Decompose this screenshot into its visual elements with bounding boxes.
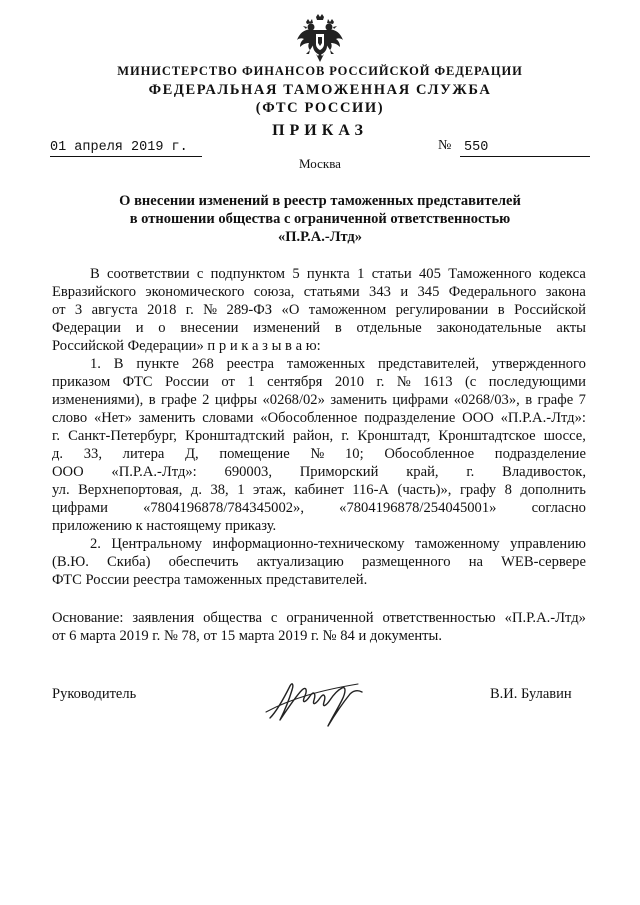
signer-name: В.И. Булавин — [490, 686, 572, 702]
ministry-name: МИНИСТЕРСТВО ФИНАНСОВ РОССИЙСКОЙ ФЕДЕРАЦИИ — [117, 64, 523, 78]
body-line: Евразийского экономического союза, статьями 343 и 345 Федерального закона — [52, 284, 586, 300]
body-line: Российской Федерации» п р и к а з ы в а ю: — [52, 338, 321, 354]
body-line: (В.Ю. Скиба) обеспечить актуализацию размещенного на WEB-сервере — [52, 554, 586, 570]
agency-name: ФЕДЕРАЛЬНАЯ ТАМОЖЕННАЯ СЛУЖБА — [148, 82, 492, 98]
title-line: в отношении общества с ограниченной ответственностью — [129, 211, 511, 227]
coat-of-arms-icon — [296, 14, 344, 64]
body-line: от 3 августа 2018 г. № 289-ФЗ «О таможенном регулировании в Российской — [52, 302, 586, 318]
body-line: изменениями), в графе 2 цифры «0268/02» заменить цифрами «0268/03», в графе 7 — [52, 392, 586, 408]
body-line: д. 33, литера Д, помещение № 10; Обособленное подразделение — [52, 446, 586, 462]
body-line: приложению к настоящему приказу. — [52, 518, 277, 534]
document-type: ПРИКАЗ — [272, 122, 368, 139]
title-line: «П.Р.А.-Лтд» — [277, 229, 363, 245]
title-line: О внесении изменений в реестр таможенных представителей — [119, 193, 521, 209]
body-line: ул. Верхнепортовая, д. 38, 1 этаж, кабинет 116-А (часть)», графу 8 дополнить — [52, 482, 586, 498]
number-sign: № — [438, 138, 452, 153]
order-body — [52, 265, 586, 645]
body-line: 1. В пункте 268 реестра таможенных представителей, утвержденного — [90, 356, 586, 372]
body-line: 2. Центральному информационно-техническому таможенному управлению — [90, 536, 586, 552]
basis-line: от 6 марта 2019 г. № 78, от 15 марта 2019 г. № 84 и документы. — [52, 628, 442, 644]
body-line: слово «Нет» заменить словами «Обособленное подразделение ООО «П.Р.А.-Лтд»: — [52, 410, 586, 426]
order-number: 550 — [460, 140, 590, 157]
agency-short-name: (ФТС РОССИИ) — [255, 100, 385, 116]
body-line: г. Санкт-Петербург, Кронштадтский район, г. Кронштадт, Кронштадтское шоссе, — [52, 428, 586, 444]
order-date: 01 апреля 2019 г. — [50, 140, 202, 157]
order-title — [0, 192, 640, 246]
body-line: ООО «П.Р.А.-Лтд»: 690003, Приморский край, г. Владивосток, — [52, 464, 586, 480]
body-line: ФТС России реестра таможенных представителей. — [52, 572, 368, 588]
city-name: Москва — [299, 156, 341, 171]
basis-line: Основание: заявления общества с ограниченной ответственностью «П.Р.А.-Лтд» — [52, 610, 586, 626]
body-line: Федерации и о внесении изменений в отдельные законодательные акты — [52, 320, 586, 336]
body-line: В соответствии с подпунктом 5 пункта 1 статьи 405 Таможенного кодекса — [90, 266, 586, 282]
signer-role: Руководитель — [52, 686, 137, 702]
handwritten-signature — [262, 668, 382, 730]
body-line: приказом ФТС России от 1 сентября 2010 г. № 1613 (с последующими — [52, 374, 586, 390]
body-line: цифрами «7804196878/784345002», «7804196878/254045001» согласно — [52, 500, 586, 516]
